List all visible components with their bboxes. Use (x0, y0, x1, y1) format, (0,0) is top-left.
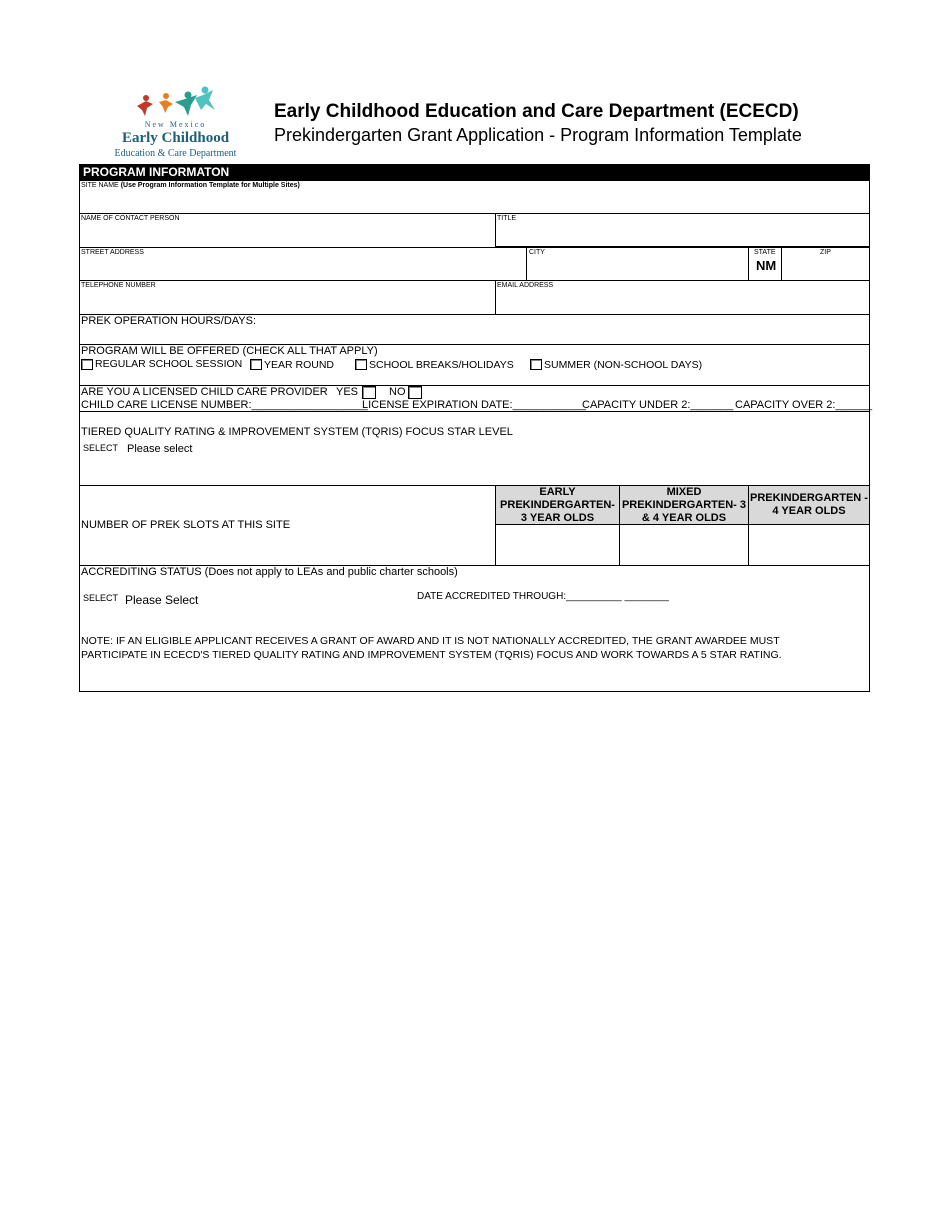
document-subtitle: Prekindergarten Grant Application - Program Information Template (274, 125, 802, 145)
capacity-under-2-label-text: CAPACITY UNDER 2: (582, 399, 691, 411)
telephone-field[interactable] (80, 291, 495, 313)
capacity-over-2-label (735, 399, 872, 411)
license-number-label (81, 399, 368, 411)
tqris-label: TIERED QUALITY RATING & IMPROVEMENT SYSTEM (TQRIS) FOCUS STAR LEVEL (81, 426, 513, 438)
logo-state-text: New Mexico (144, 120, 207, 129)
early-prek-3-slots-field[interactable] (496, 525, 619, 565)
document-title: Early Childhood Education and Care Department (ECECD) (274, 101, 799, 122)
logo-dept-text: Education & Care Department (114, 148, 237, 159)
site-name-field[interactable] (80, 191, 869, 213)
date-accredited-label-text: DATE ACCREDITED THROUGH: (417, 591, 567, 602)
telephone-label: TELEPHONE NUMBER (81, 282, 156, 289)
date-accredited-label (417, 591, 669, 602)
prek-4-header: PREKINDERGARTEN - 4 YEAR OLDS (749, 486, 869, 524)
date-accredited-field[interactable]: __________ ________ (566, 591, 669, 602)
regular-session-checkbox[interactable] (81, 359, 93, 370)
tqris-select-label: SELECT (83, 443, 119, 453)
logo-figures-icon (133, 86, 223, 118)
note-line-2: PARTICIPATE IN ECECD'S TIERED QUALITY RATING AND IMPROVEMENT SYSTEM (TQRIS) FOCUS AND WORK TOWARDS A 5 STAR RATING. (81, 649, 782, 661)
prek-hours-label: PREK OPERATION HOURS/DAYS: (81, 315, 257, 327)
accrediting-status-label: ACCREDITING STATUS (Does not apply to LEAs and public charter schools) (81, 566, 458, 578)
licensed-provider-question: ARE YOU A LICENSED CHILD CARE PROVIDER (81, 386, 328, 398)
site-name-label-text: SITE NAME (81, 182, 119, 189)
accred-select-label: SELECT (83, 593, 119, 603)
early-prek-3-header: EARLY PREKINDERGARTEN- 3 YEAR OLDS (496, 486, 619, 524)
email-label: EMAIL ADDRESS (497, 282, 554, 289)
summer-option: SUMMER (NON-SCHOOL DAYS) (544, 359, 703, 371)
capacity-over-2-label-text: CAPACITY OVER 2: (735, 399, 836, 411)
capacity-over-2-field[interactable]: ______ (835, 399, 873, 411)
prek-hours-field[interactable] (260, 315, 860, 343)
accred-select-dropdown[interactable]: Please Select (125, 593, 199, 607)
title-label: TITLE (497, 215, 517, 222)
site-name-label (81, 182, 300, 189)
prek-4-slots-field[interactable] (749, 525, 869, 565)
contact-person-field[interactable] (80, 224, 495, 246)
city-label: CITY (529, 249, 545, 256)
mixed-prek-slots-field[interactable] (620, 525, 748, 565)
capacity-under-2-field[interactable]: _______ (690, 399, 734, 411)
city-field[interactable] (527, 258, 748, 280)
zip-field[interactable] (782, 258, 869, 280)
license-expiration-label-text: LICENSE EXPIRATION DATE: (362, 399, 513, 411)
no-label: NO (389, 386, 406, 398)
license-expiration-label (362, 399, 586, 411)
email-field[interactable] (496, 291, 869, 313)
zip-label: ZIP (820, 249, 831, 256)
note-line-1: NOTE: IF AN ELIGIBLE APPLICANT RECEIVES A GRANT OF AWARD AND IT IS NOT NATIONALLY ACCREDITED, THE GRANT AWARDEE MUST (81, 635, 780, 647)
state-value[interactable]: NM (756, 258, 777, 273)
street-address-field[interactable] (80, 258, 526, 280)
section-title-bar: PROGRAM INFORMATON (80, 165, 869, 181)
logo-name-text: Early Childhood (121, 130, 230, 146)
school-breaks-option: SCHOOL BREAKS/HOLIDAYS (369, 359, 514, 371)
contact-person-label: NAME OF CONTACT PERSON (81, 215, 180, 222)
license-number-field[interactable]: ___________________ (251, 399, 368, 411)
site-name-note: (Use Program Information Template for Multiple Sites) (120, 182, 300, 189)
program-information-form (79, 164, 873, 692)
capacity-under-2-label (582, 399, 733, 411)
regular-session-option: REGULAR SCHOOL SESSION (95, 358, 243, 370)
ececd-logo (108, 86, 248, 162)
tqris-select-dropdown[interactable]: Please select (127, 443, 193, 455)
mixed-prek-header: MIXED PREKINDERGARTEN- 3 & 4 YEAR OLDS (621, 485, 747, 524)
program-offered-label: PROGRAM WILL BE OFFERED (CHECK ALL THAT APPLY) (81, 345, 378, 357)
school-breaks-checkbox[interactable] (355, 359, 367, 370)
yes-label: YES (336, 386, 359, 398)
summer-checkbox[interactable] (530, 359, 542, 370)
year-round-checkbox[interactable] (250, 359, 262, 370)
license-expiration-field[interactable]: ____________ (512, 399, 586, 411)
street-address-label: STREET ADDRESS (81, 249, 144, 256)
state-label: STATE (754, 249, 776, 256)
year-round-option: YEAR ROUND (264, 359, 335, 371)
prek-slots-label: NUMBER OF PREK SLOTS AT THIS SITE (81, 519, 291, 531)
title-field[interactable] (496, 224, 869, 246)
licensed-yes-checkbox[interactable] (362, 386, 376, 399)
license-number-label-text: CHILD CARE LICENSE NUMBER: (81, 399, 252, 411)
licensed-no-checkbox[interactable] (408, 386, 422, 399)
